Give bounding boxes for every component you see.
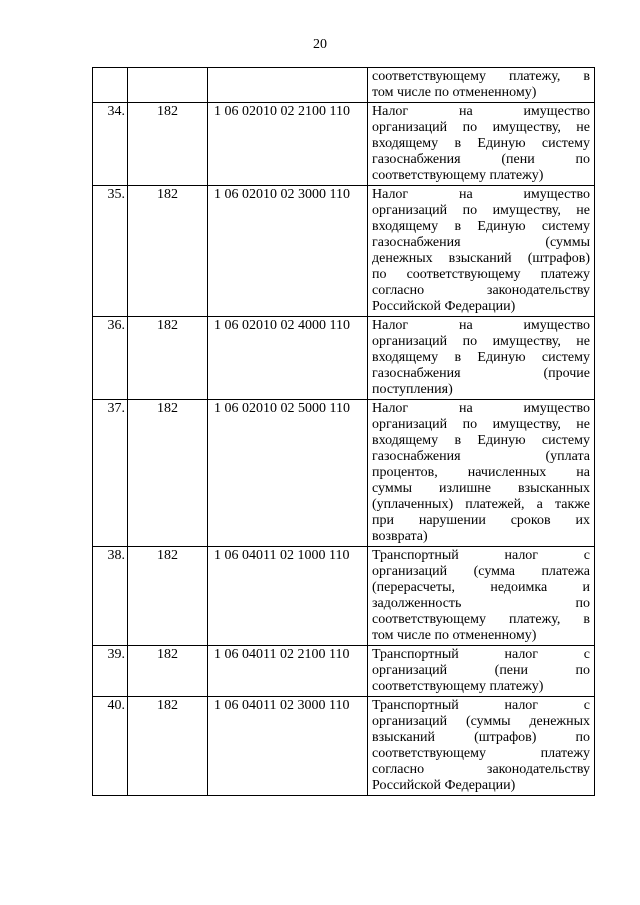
description-line: том числе по отмененному) xyxy=(372,85,537,100)
page-number: 20 xyxy=(313,37,327,52)
table-row xyxy=(93,317,595,400)
description-line: Российской Федерации) xyxy=(372,299,516,314)
administrator-code-cell: 182 xyxy=(128,646,208,697)
table-row xyxy=(93,547,595,646)
administrator-code-cell xyxy=(128,68,208,103)
description-line: входящему в Единую систему xyxy=(372,433,590,448)
row-number-cell: 34. xyxy=(93,103,128,186)
table-body xyxy=(93,68,595,796)
revenue-description-cell xyxy=(368,186,595,317)
description-line: по соответствующему платежу xyxy=(372,267,590,282)
description-line: Налог на имущество xyxy=(372,187,590,202)
description-line: согласно законодательству xyxy=(372,283,590,298)
administrator-code-cell: 182 xyxy=(128,547,208,646)
description-line: организаций по имуществу, не xyxy=(372,417,590,432)
revenue-description-cell xyxy=(368,646,595,697)
description-line: (перерасчеты, недоимка и xyxy=(372,580,590,595)
description-line: соответствующему платежу xyxy=(372,746,590,761)
revenue-code-cell xyxy=(208,68,368,103)
description-line: входящему в Единую систему xyxy=(372,136,590,151)
revenue-description-cell xyxy=(368,317,595,400)
description-line: Налог на имущество xyxy=(372,104,590,119)
description-line: организаций по имуществу, не xyxy=(372,120,590,135)
description-line: газоснабжения (пени по xyxy=(372,152,590,167)
revenue-code-cell: 1 06 02010 02 3000 110 xyxy=(208,186,368,317)
description-line: поступления) xyxy=(372,382,453,397)
table-row xyxy=(93,646,595,697)
row-number-cell: 40. xyxy=(93,697,128,796)
description-line: входящему в Единую систему xyxy=(372,350,590,365)
revenue-description-cell xyxy=(368,103,595,186)
description-line: организаций по имуществу, не xyxy=(372,203,590,218)
description-line: Налог на имущество xyxy=(372,401,590,416)
description-line: Транспортный налог с xyxy=(372,548,590,563)
row-number-cell: 35. xyxy=(93,186,128,317)
administrator-code-cell: 182 xyxy=(128,186,208,317)
description-line: том числе по отмененному) xyxy=(372,628,537,643)
revenue-description-cell xyxy=(368,547,595,646)
revenue-code-cell: 1 06 02010 02 2100 110 xyxy=(208,103,368,186)
description-line: суммы излишне взысканных xyxy=(372,481,590,496)
table-row xyxy=(93,103,595,186)
description-line: соответствующему платежу) xyxy=(372,679,544,694)
description-line: возврата) xyxy=(372,529,428,544)
revenue-code-cell: 1 06 02010 02 5000 110 xyxy=(208,400,368,547)
description-line: организаций (сумма платежа xyxy=(372,564,590,579)
description-line: организаций (пени по xyxy=(372,663,590,678)
description-line: соответствующему платежу, в xyxy=(372,612,590,627)
table-row xyxy=(93,68,595,103)
description-line: Транспортный налог с xyxy=(372,647,590,662)
description-line: (уплаченных) платежей, а также xyxy=(372,497,590,512)
description-line: соответствующему платежу, в xyxy=(372,69,590,84)
revenue-description-cell xyxy=(368,697,595,796)
revenue-description-cell xyxy=(368,400,595,547)
description-line: Российской Федерации) xyxy=(372,778,516,793)
row-number-cell: 36. xyxy=(93,317,128,400)
administrator-code-cell: 182 xyxy=(128,400,208,547)
table-row xyxy=(93,697,595,796)
revenue-code-cell: 1 06 04011 02 2100 110 xyxy=(208,646,368,697)
table-row xyxy=(93,400,595,547)
description-line: газоснабжения (суммы xyxy=(372,235,590,250)
description-line: организаций (суммы денежных xyxy=(372,714,590,729)
description-line: взысканий (штрафов) по xyxy=(372,730,590,745)
administrator-code-cell: 182 xyxy=(128,317,208,400)
description-line: соответствующему платежу) xyxy=(372,168,544,183)
description-line: процентов, начисленных на xyxy=(372,465,590,480)
description-line: денежных взысканий (штрафов) xyxy=(372,251,590,266)
row-number-cell: 37. xyxy=(93,400,128,547)
description-line: организаций по имуществу, не xyxy=(372,334,590,349)
revenue-code-cell: 1 06 04011 02 1000 110 xyxy=(208,547,368,646)
description-line: при нарушении сроков их xyxy=(372,513,590,528)
row-number-cell: 38. xyxy=(93,547,128,646)
table-row xyxy=(93,186,595,317)
description-line: входящему в Единую систему xyxy=(372,219,590,234)
administrator-code-cell: 182 xyxy=(128,103,208,186)
description-line: Транспортный налог с xyxy=(372,698,590,713)
row-number-cell: 39. xyxy=(93,646,128,697)
revenue-description-cell xyxy=(368,68,595,103)
revenue-code-cell: 1 06 04011 02 3000 110 xyxy=(208,697,368,796)
description-line: согласно законодательству xyxy=(372,762,590,777)
administrator-code-cell: 182 xyxy=(128,697,208,796)
description-line: газоснабжения (прочие xyxy=(372,366,590,381)
revenue-code-cell: 1 06 02010 02 4000 110 xyxy=(208,317,368,400)
revenue-codes-table xyxy=(92,67,595,796)
description-line: Налог на имущество xyxy=(372,318,590,333)
description-line: газоснабжения (уплата xyxy=(372,449,590,464)
description-line: задолженность по xyxy=(372,596,590,611)
row-number-cell xyxy=(93,68,128,103)
